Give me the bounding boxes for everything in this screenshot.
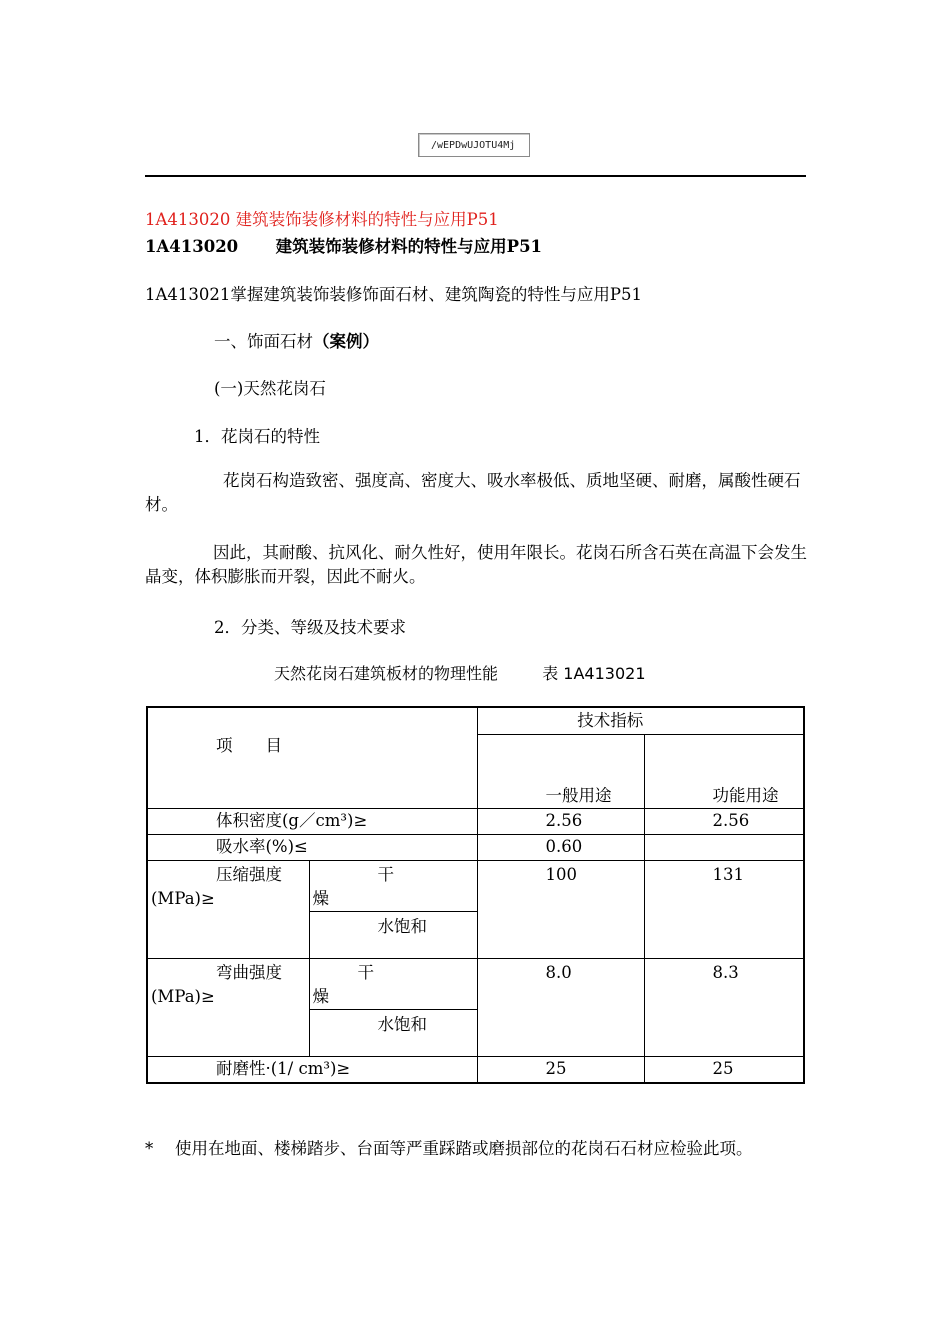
bend-dry-2: 燥 — [312, 987, 329, 1006]
compress-functional: 131 — [712, 865, 744, 884]
paragraph-1: 花岗石构造致密、强度高、密度大、吸水率极低、质地坚硬、耐磨，属酸性硬石材。 — [145, 471, 801, 514]
bend-wet-cell — [309, 1010, 477, 1057]
bend-label-2: (MPa)≥ — [151, 987, 215, 1006]
paragraph-2: 因此，其耐酸、抗风化、耐久性好，使用年限长。花岗石所含石英在高温下会发生晶变，体积膨胀而开裂，因此不耐火。 — [145, 543, 807, 586]
wear-general: 25 — [545, 1059, 567, 1078]
table-caption-code: 表 1A413021 — [542, 664, 646, 683]
bend-dry-1: 干 — [357, 963, 374, 982]
red-title: 1A413020 建筑装饰装修材料的特性与应用P51 — [145, 210, 499, 229]
compress-wet-cell — [309, 912, 477, 959]
header-functional: 功能用途 — [712, 786, 779, 805]
density-functional: 2.56 — [712, 811, 750, 830]
absorption-functional-cell — [644, 835, 804, 861]
header-item-cell — [147, 707, 477, 809]
compress-label-cell — [147, 861, 309, 959]
properties-table — [146, 706, 805, 1084]
header-tech-cell — [477, 707, 804, 735]
bend-functional: 8.3 — [712, 963, 739, 982]
bold-title-code: 1A413020 — [145, 237, 239, 256]
table-row — [147, 809, 804, 835]
row-label-cell — [147, 835, 477, 861]
absorption-general-cell — [477, 835, 644, 861]
bend-general-cell — [477, 959, 644, 1057]
sub-title: 1A413021掌握建筑装饰装修饰面石材、建筑陶瓷的特性与应用P51 — [145, 285, 642, 304]
section-heading-text: 一、饰面石材 — [214, 332, 313, 351]
bend-wet: 水饱和 — [377, 1015, 427, 1034]
header-item: 项 目 — [216, 736, 282, 755]
density-functional-cell — [644, 809, 804, 835]
compress-dry-cell — [309, 861, 477, 912]
density-general: 2.56 — [545, 811, 583, 830]
section-heading — [214, 328, 379, 352]
compress-dry-2: 燥 — [312, 889, 329, 908]
bend-label-1: 弯曲强度 — [216, 963, 282, 982]
section-heading-note: （案例） — [313, 332, 379, 351]
footnote: * 使用在地面、楼梯踏步、台面等严重踩踏或磨损部位的花岗石石材应检验此项。 — [145, 1139, 753, 1158]
wear-functional: 25 — [712, 1059, 734, 1078]
wear-label: 耐磨性·(1/ cm³)≥ — [216, 1059, 351, 1078]
bend-general: 8.0 — [545, 963, 572, 982]
bend-label-cell — [147, 959, 309, 1057]
compress-general: 100 — [545, 865, 577, 884]
compress-functional-cell — [644, 861, 804, 959]
absorption-general: 0.60 — [545, 837, 583, 856]
compress-label-1: 压缩强度 — [216, 865, 282, 884]
item-heading-1: 1．花岗石的特性 — [194, 427, 320, 446]
table-caption-title: 天然花岗石建筑板材的物理性能 — [274, 664, 499, 683]
header-tech: 技术指标 — [577, 711, 644, 730]
item-heading-2: 2．分类、等级及技术要求 — [214, 618, 406, 637]
table-row — [147, 1057, 804, 1083]
divider — [145, 175, 806, 177]
bold-title — [145, 233, 542, 257]
row-label-cell — [147, 809, 477, 835]
table-row — [147, 959, 804, 1010]
table-row — [147, 835, 804, 861]
wear-general-cell — [477, 1057, 644, 1083]
header-functional-cell — [644, 735, 804, 809]
header-general-cell — [477, 735, 644, 809]
table-caption — [274, 661, 646, 684]
url-field[interactable]: /wEPDwUJOTU4Mj — [418, 133, 530, 157]
compress-label-2: (MPa)≥ — [151, 889, 215, 908]
density-general-cell — [477, 809, 644, 835]
row-label-cell — [147, 1057, 477, 1083]
bend-dry-cell — [309, 959, 477, 1010]
table-row — [147, 861, 804, 912]
compress-general-cell — [477, 861, 644, 959]
bend-functional-cell — [644, 959, 804, 1057]
density-label: 体积密度(g／cm³)≥ — [216, 811, 368, 830]
absorption-label: 吸水率(%)≤ — [216, 837, 308, 856]
header-general: 一般用途 — [545, 786, 612, 805]
bold-title-text: 建筑装饰装修材料的特性与应用P51 — [275, 237, 543, 256]
compress-dry-1: 干 — [377, 865, 394, 884]
compress-wet: 水饱和 — [377, 917, 427, 936]
subsection-heading: (一)天然花岗石 — [214, 379, 326, 398]
wear-functional-cell — [644, 1057, 804, 1083]
